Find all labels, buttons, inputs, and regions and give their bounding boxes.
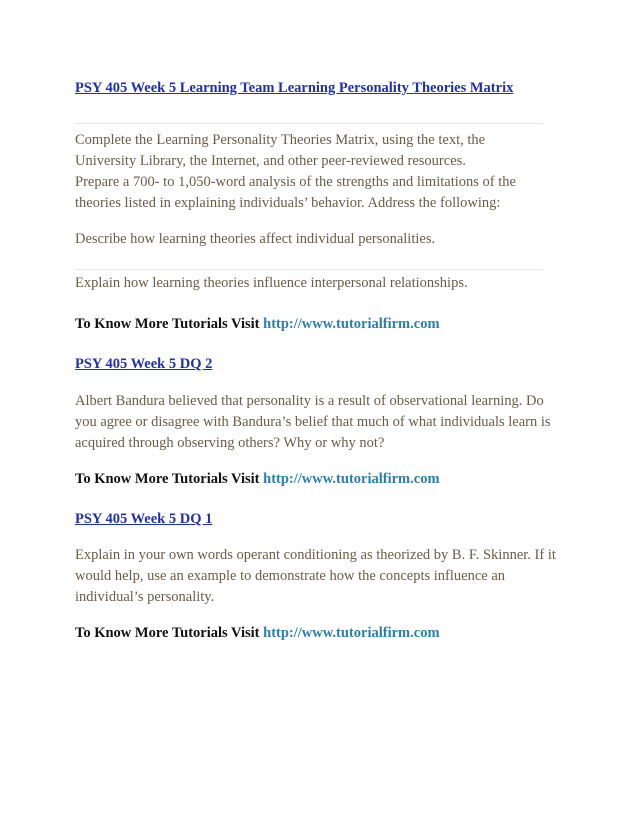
section2-line-2: you agree or disagree with Bandura’s belief that much of what individuals learn is (75, 414, 551, 430)
cta-2-link[interactable]: http://www.tutorialfirm.com (263, 471, 440, 487)
section2-line-1: Albert Bandura believed that personality is a result of observational learning. Do (75, 393, 544, 409)
cta-3-label: To Know More Tutorials Visit (75, 625, 260, 641)
section3-heading (75, 509, 575, 530)
section3-title-link[interactable]: PSY 405 Week 5 DQ 1 (75, 511, 213, 527)
cta-2 (75, 469, 575, 490)
section2-body (75, 391, 575, 454)
cta-2-label: To Know More Tutorials Visit (75, 471, 260, 487)
section1-item-1 (75, 229, 575, 250)
instructions-line-4: theories listed in explaining individuals’ behavior. Address the following: (75, 195, 501, 211)
instructions-line-1: Complete the Learning Personality Theories Matrix, using the text, the (75, 132, 486, 148)
divider-middle (75, 269, 543, 270)
cta-1-label: To Know More Tutorials Visit (75, 316, 260, 332)
section2-title-link[interactable]: PSY 405 Week 5 DQ 2 (75, 356, 213, 372)
divider-top (75, 123, 543, 124)
section3-body (75, 545, 575, 608)
section3-line-1: Explain in your own words operant conditioning as theorized by B. F. Skinner. If it (75, 547, 556, 563)
section2-line-3: acquired through observing others? Why or why not? (75, 435, 385, 451)
cta-3 (75, 623, 575, 644)
section1-title-link[interactable]: PSY 405 Week 5 Learning Team Learning Personality Theories Matrix (75, 80, 514, 96)
cta-1-link[interactable]: http://www.tutorialfirm.com (263, 316, 440, 332)
section1-item-2 (75, 273, 575, 294)
item-1-text: Describe how learning theories affect individual personalities. (75, 231, 436, 247)
section2-heading (75, 354, 575, 375)
section3-line-2: would help, use an example to demonstrate how the concepts influence an (75, 568, 506, 584)
instructions-line-3: Prepare a 700- to 1,050-word analysis of the strengths and limitations of the (75, 174, 516, 190)
item-2-text: Explain how learning theories influence interpersonal relationships. (75, 275, 468, 291)
section1-instructions (75, 130, 575, 214)
cta-3-link[interactable]: http://www.tutorialfirm.com (263, 625, 440, 641)
instructions-line-2: University Library, the Internet, and other peer-reviewed resources. (75, 153, 466, 169)
cta-1 (75, 314, 575, 335)
section3-line-3: individual’s personality. (75, 589, 215, 605)
section1-heading (75, 78, 575, 99)
